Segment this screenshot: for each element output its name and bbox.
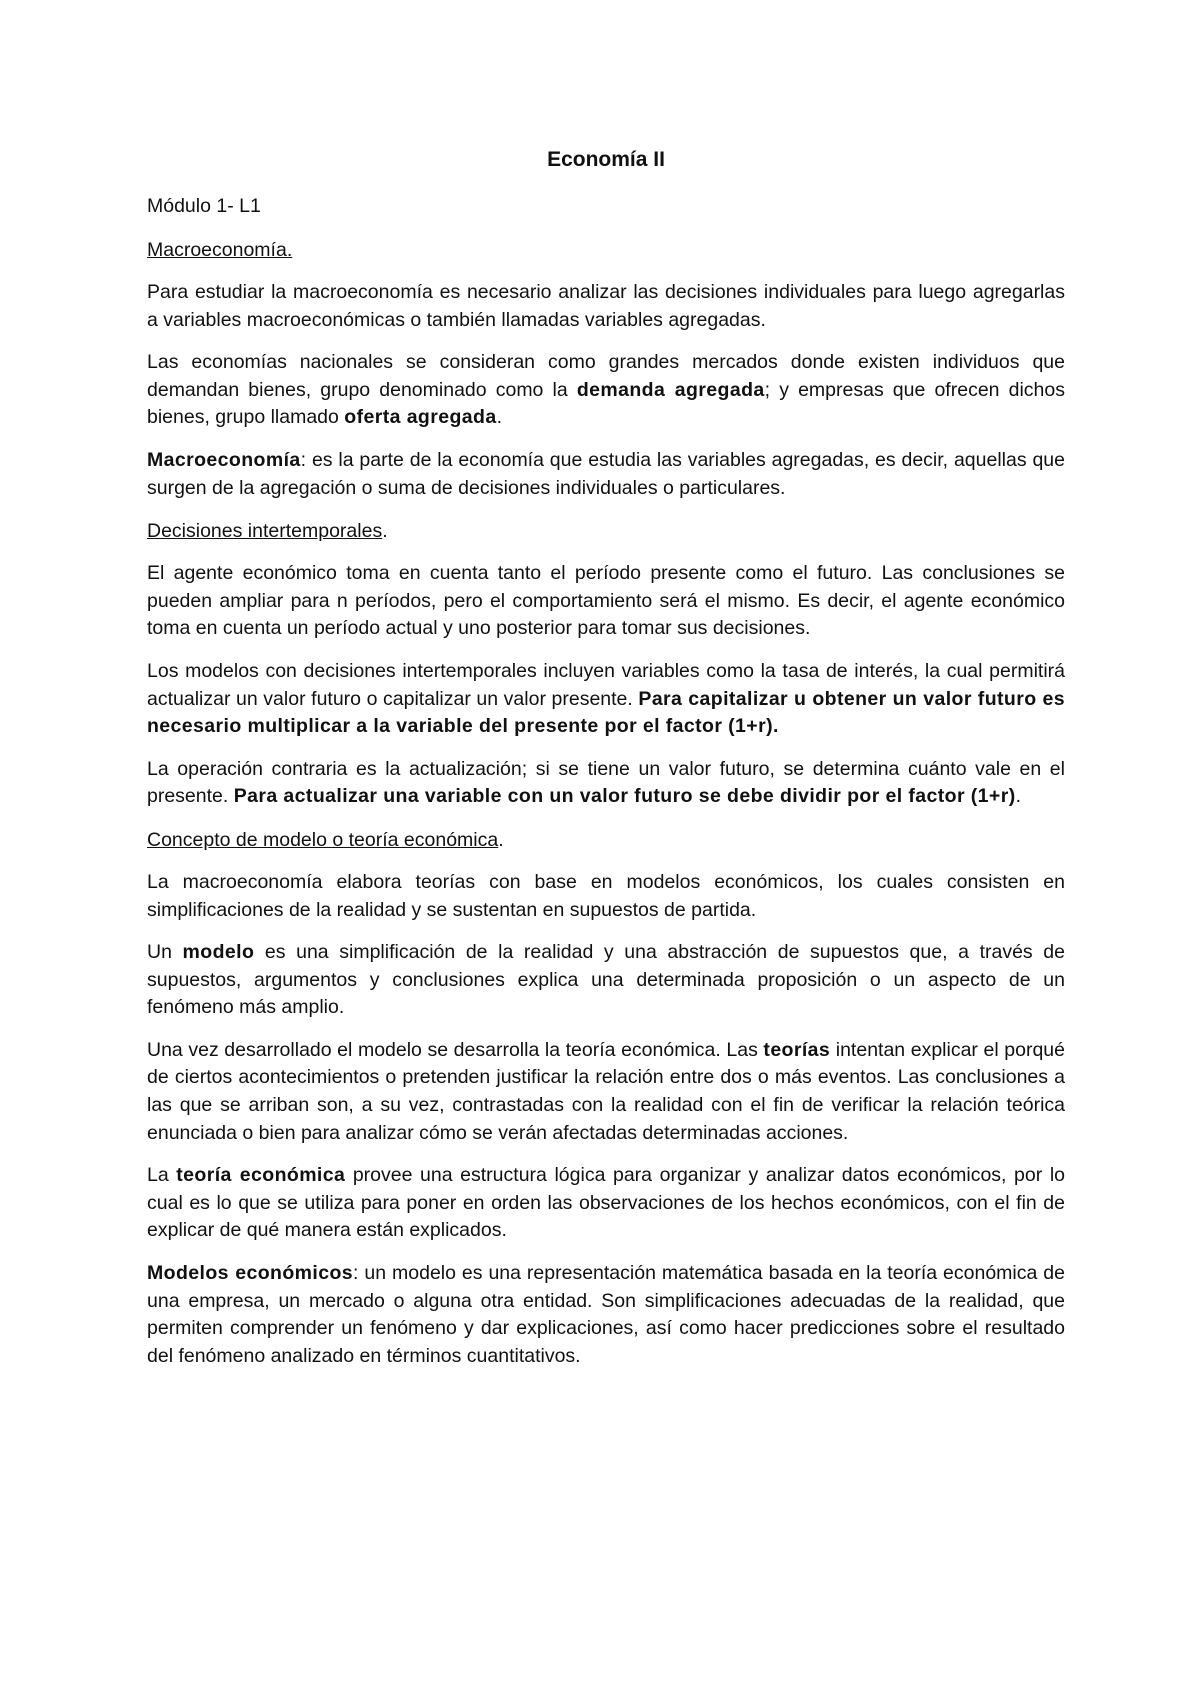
text-run: . <box>496 406 503 429</box>
text-run: La <box>147 1164 177 1187</box>
paragraph <box>147 1037 1065 1147</box>
section-heading-suffix: . <box>498 828 504 851</box>
text-run: La operación contraria es la actualización; si se tiene un valor futuro, se determina cuánto vale en el presente. <box>147 757 1065 808</box>
paragraph <box>147 447 1065 502</box>
document-title: Economía II <box>547 148 665 171</box>
paragraph <box>147 756 1065 811</box>
paragraph <box>147 1260 1065 1370</box>
section-heading-text: Concepto de modelo o teoría económica <box>147 828 499 851</box>
section-heading <box>147 236 1065 264</box>
section-heading-text: Macroeconomía. <box>147 239 293 261</box>
paragraph <box>147 939 1065 1022</box>
bold-term: modelo <box>182 941 255 964</box>
bold-term: demanda agregada <box>576 378 765 401</box>
section-heading <box>147 517 1065 545</box>
text-run: ; y empresas que ofrecen dichos bienes, grupo llamado <box>147 378 1065 429</box>
text-run: es una simplificación de la realidad y una abstracción de supuestos que, a través de supuestos, argumentos y conclusiones explica una determinada proposición o un aspecto de un fenómeno más amplio. <box>147 941 1065 1019</box>
bold-term: Macroeconomía <box>147 448 301 471</box>
paragraph <box>147 349 1065 432</box>
section-heading-text: Decisiones intertemporales <box>147 520 383 543</box>
document-page <box>147 146 1065 1385</box>
bold-term: teoría económica <box>176 1164 346 1187</box>
text-run: Para estudiar la macroeconomía es necesario analizar las decisiones individuales para luego agregarlas a variables macroeconómicas o también llamadas variables agregadas. <box>147 281 1065 331</box>
paragraph <box>147 658 1065 741</box>
module-label: Módulo 1- L1 <box>147 195 261 217</box>
text-run: La macroeconomía elabora teorías con base en modelos económicos, los cuales consisten en simplificaciones de la realidad y se sustentan en supuestos de partida. <box>147 870 1065 921</box>
paragraph <box>147 560 1065 643</box>
paragraph <box>147 279 1065 334</box>
bold-term: oferta agregada <box>344 406 497 429</box>
text-run: . <box>1015 785 1022 808</box>
paragraph <box>147 1162 1065 1245</box>
text-run: Un <box>147 941 183 964</box>
bold-term: teorías <box>763 1038 831 1061</box>
text-run: : un modelo es una representación matemática basada en la teoría económica de una empresa, un mercado o alguna otra entidad. Son simplificaciones adecuadas de la realidad, que permiten comprender un fenómeno y dar explicaciones, así como hacer predicciones sobre el resultado del fenómeno analizado en términos cuantitativos. <box>147 1262 1065 1367</box>
section-heading-suffix: . <box>382 520 388 543</box>
text-run: Los modelos con decisiones intertemporales incluyen variables como la tasa de interés, la cual permitirá actualizar un valor futuro o capitalizar un valor presente. <box>147 659 1065 710</box>
bold-term: Para actualizar una variable con un valor futuro se debe dividir por el factor (1+r) <box>233 785 1016 808</box>
text-run: intentan explicar el porqué de ciertos acontecimientos o pretenden justificar la relación entre dos o más eventos. Las conclusiones a las que se arriban son, a su vez, contrastadas con la realidad con el fin de verificar la relación teórica enunciada o bien para analizar cómo se verán afectadas determinadas acciones. <box>147 1038 1065 1144</box>
text-run: Una vez desarrollado el modelo se desarrolla la teoría económica. Las <box>147 1038 764 1061</box>
text-run: : es la parte de la economía que estudia las variables agregadas, es decir, aquellas que surgen de la agregación o suma de decisiones individuales o particulares. <box>147 448 1065 499</box>
section-heading <box>147 826 1065 854</box>
text-run: Las economías nacionales se consideran como grandes mercados donde existen individuos que demandan bienes, grupo denominado como la <box>147 351 1065 401</box>
paragraph <box>147 869 1065 924</box>
document-body <box>147 236 1065 1370</box>
text-run: El agente económico toma en cuenta tanto el período presente como el futuro. Las conclusiones se pueden ampliar para n períodos, pero el comportamiento será el mismo. Es decir, el agente económico toma en cuenta un período actual y uno posterior para tomar sus decisiones. <box>147 562 1065 640</box>
text-run: provee una estructura lógica para organizar y analizar datos económicos, por lo cual es lo que se utiliza para poner en orden las observaciones de los hechos económicos, con el fin de explicar de qué manera están explicados. <box>147 1164 1066 1242</box>
bold-term: Para capitalizar u obtener un valor futuro es necesario multiplicar a la variable del presente por el factor (1+r). <box>147 687 1065 738</box>
bold-term: Modelos económicos <box>147 1262 354 1285</box>
